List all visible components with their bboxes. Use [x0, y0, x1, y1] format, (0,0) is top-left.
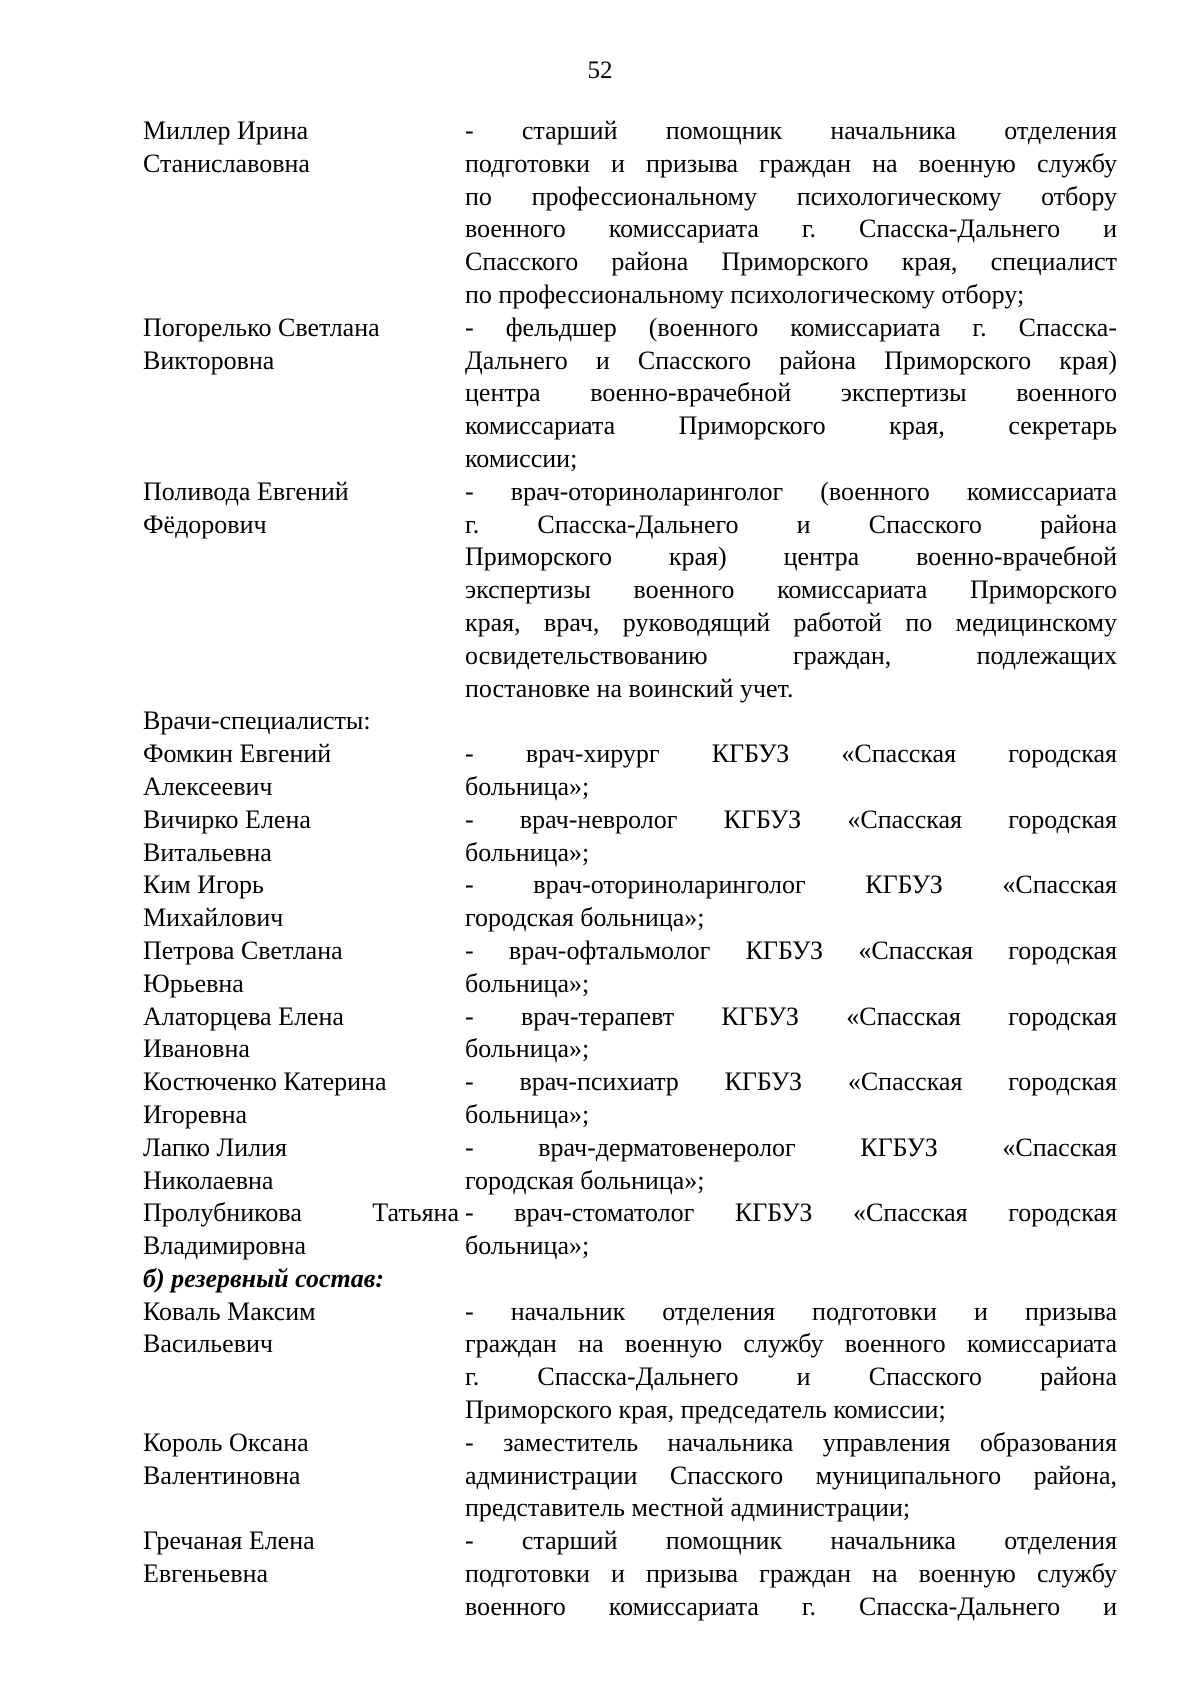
desc-line: больница»; — [465, 837, 590, 867]
name-line: Алексеевич — [143, 771, 273, 801]
name-line: Петрова Светлана — [143, 935, 343, 965]
desc-line: - врач-офтальмолог КГБУЗ «Спасская городская — [465, 935, 1117, 965]
desc-line: администрации Спасского муниципального района, — [465, 1460, 1117, 1490]
desc-line: больница»; — [465, 968, 590, 998]
desc-line: постановке на воинский учет. — [465, 673, 794, 703]
member-name — [143, 1001, 465, 1067]
member-name — [143, 115, 465, 312]
desc-line: г. Спасска-Дальнего и Спасского района — [465, 509, 1117, 539]
desc-line: больница»; — [465, 1231, 590, 1261]
name-line: Алаторцева Елена — [143, 1001, 344, 1031]
desc-line: - заместитель начальника управления образования — [465, 1427, 1117, 1457]
member-description — [465, 312, 1117, 476]
name-line: Коваль Максим — [143, 1296, 316, 1326]
member-description — [465, 1001, 1117, 1067]
member-description — [465, 804, 1117, 870]
name-line: Ивановна — [143, 1034, 250, 1064]
name-line: Король Оксана — [143, 1427, 309, 1457]
specialist-entry — [143, 869, 1117, 935]
desc-line: Дальнего и Спасского района Приморского края) — [465, 345, 1117, 375]
specialist-entry — [143, 1197, 1117, 1263]
member-name — [143, 1525, 465, 1623]
member-description — [465, 935, 1117, 1001]
desc-line: по профессиональному психологическому отбору — [465, 181, 1117, 211]
page-number: 52 — [587, 57, 613, 84]
desc-line: г. Спасска-Дальнего и Спасского района — [465, 1362, 1117, 1392]
member-name — [143, 804, 465, 870]
member-description — [465, 738, 1117, 804]
member-name — [143, 1066, 465, 1132]
desc-line: больница»; — [465, 1034, 590, 1064]
name-line: Витальевна — [143, 837, 272, 867]
desc-line: больница»; — [465, 1099, 590, 1129]
member-name — [143, 476, 465, 706]
member-name — [143, 1296, 465, 1427]
name-line: Ким Игорь — [143, 870, 264, 900]
name-line: Фёдорович — [143, 509, 267, 539]
member-name — [143, 312, 465, 476]
member-description — [465, 1296, 1117, 1427]
member-name — [143, 935, 465, 1001]
name-line: Вичирко Елена — [143, 804, 311, 834]
name-line: Владимировна — [143, 1231, 307, 1261]
name-line: Погорелько Светлана — [143, 312, 380, 342]
desc-line: - врач-дерматовенеролог КГБУЗ «Спасская — [465, 1132, 1117, 1162]
name-line: Костюченко Катерина — [143, 1067, 387, 1097]
desc-line: - врач-оториноларинголог КГБУЗ «Спасская — [465, 870, 1117, 900]
name-line: Поливода Евгений — [143, 476, 349, 506]
desc-line: центра военно-врачебной экспертизы военного — [465, 378, 1117, 408]
desc-line: подготовки и призыва граждан на военную службу — [465, 1559, 1117, 1589]
desc-line: комиссариата Приморского края, секретарь — [465, 411, 1117, 441]
name-line: Игоревна — [143, 1099, 248, 1129]
reserve-heading — [143, 1263, 1117, 1296]
name-line: Гречаная Елена — [143, 1526, 315, 1556]
desc-line: граждан на военную службу военного комиссариата — [465, 1329, 1117, 1359]
member-name — [143, 1132, 465, 1198]
name-line: Викторовна — [143, 345, 275, 375]
desc-line: комиссии; — [465, 443, 578, 473]
desc-line: по профессиональному психологическому отбору; — [465, 279, 1025, 309]
member-description — [465, 1197, 1117, 1263]
desc-line: Приморского края, председатель комиссии; — [465, 1395, 946, 1425]
member-entry — [143, 1525, 1117, 1623]
desc-line: больница»; — [465, 771, 590, 801]
document-body — [143, 115, 1117, 1624]
desc-line: - врач-стоматолог КГБУЗ «Спасская городская — [465, 1198, 1117, 1228]
member-name — [143, 738, 465, 804]
member-description — [465, 115, 1117, 312]
desc-line: - фельдшер (военного комиссариата г. Спасска- — [465, 312, 1117, 342]
desc-line: городская больница»; — [465, 903, 705, 933]
member-entry — [143, 476, 1117, 706]
member-entry — [143, 312, 1117, 476]
desc-line: - начальник отделения подготовки и призыва — [465, 1296, 1117, 1326]
name-line: Лапко Лилия — [143, 1132, 287, 1162]
member-name — [143, 869, 465, 935]
member-description — [465, 1132, 1117, 1198]
specialists-label: Врачи-специалисты: — [143, 706, 371, 736]
name-line: Васильевич — [143, 1329, 273, 1359]
specialist-entry — [143, 1066, 1117, 1132]
member-description — [465, 869, 1117, 935]
desc-line: представитель местной администрации; — [465, 1493, 911, 1523]
desc-line: экспертизы военного комиссариата Приморского — [465, 575, 1117, 605]
desc-line: - старший помощник начальника отделения — [465, 1526, 1117, 1556]
specialist-entry — [143, 804, 1117, 870]
desc-line: - врач-терапевт КГБУЗ «Спасская городская — [465, 1001, 1117, 1031]
member-description — [465, 1525, 1117, 1623]
name-line: Валентиновна — [143, 1460, 301, 1490]
name-line: Юрьевна — [143, 968, 244, 998]
member-entry — [143, 1427, 1117, 1525]
specialist-entry — [143, 738, 1117, 804]
reserve-heading-text: б) резервный состав: — [143, 1263, 384, 1293]
desc-line: - старший помощник начальника отделения — [465, 116, 1117, 145]
name-line: Миллер Ирина — [143, 116, 309, 145]
member-description — [465, 1427, 1117, 1525]
name-line: Фомкин Евгений — [143, 739, 332, 769]
specialist-entry — [143, 935, 1117, 1001]
desc-line: подготовки и призыва граждан на военную службу — [465, 148, 1117, 178]
member-entry — [143, 115, 1117, 312]
desc-line: Приморского края) центра военно-врачебной — [465, 542, 1117, 572]
name-line: Николаевна — [143, 1165, 274, 1195]
desc-line: военного комиссариата г. Спасска-Дальнего и — [465, 214, 1117, 244]
member-name — [143, 1197, 465, 1263]
member-name — [143, 1427, 465, 1525]
desc-line: края, врач, руководящий работой по медицинскому — [465, 607, 1117, 637]
desc-line: освидетельствованию граждан, подлежащих — [465, 640, 1117, 670]
desc-line: Спасского района Приморского края, специалист — [465, 247, 1117, 277]
member-entry — [143, 1296, 1117, 1427]
name-line: Станиславовна — [143, 148, 310, 178]
desc-line: - врач-хирург КГБУЗ «Спасская городская — [465, 739, 1117, 769]
name-line: Евгеньевна — [143, 1559, 269, 1589]
specialist-entry — [143, 1132, 1117, 1198]
desc-line: - врач-психиатр КГБУЗ «Спасская городская — [465, 1067, 1117, 1097]
member-description — [465, 476, 1117, 706]
desc-line: - врач-невролог КГБУЗ «Спасская городская — [465, 804, 1117, 834]
desc-line: военного комиссариата г. Спасска-Дальнего и — [465, 1591, 1117, 1621]
member-description — [465, 1066, 1117, 1132]
name-line: Михайлович — [143, 903, 284, 933]
specialist-entry — [143, 1001, 1117, 1067]
name-line: Пролубникова Татьяна — [143, 1198, 459, 1228]
desc-line: городская больница»; — [465, 1165, 705, 1195]
desc-line: - врач-оториноларинголог (военного комиссариата — [465, 476, 1117, 506]
